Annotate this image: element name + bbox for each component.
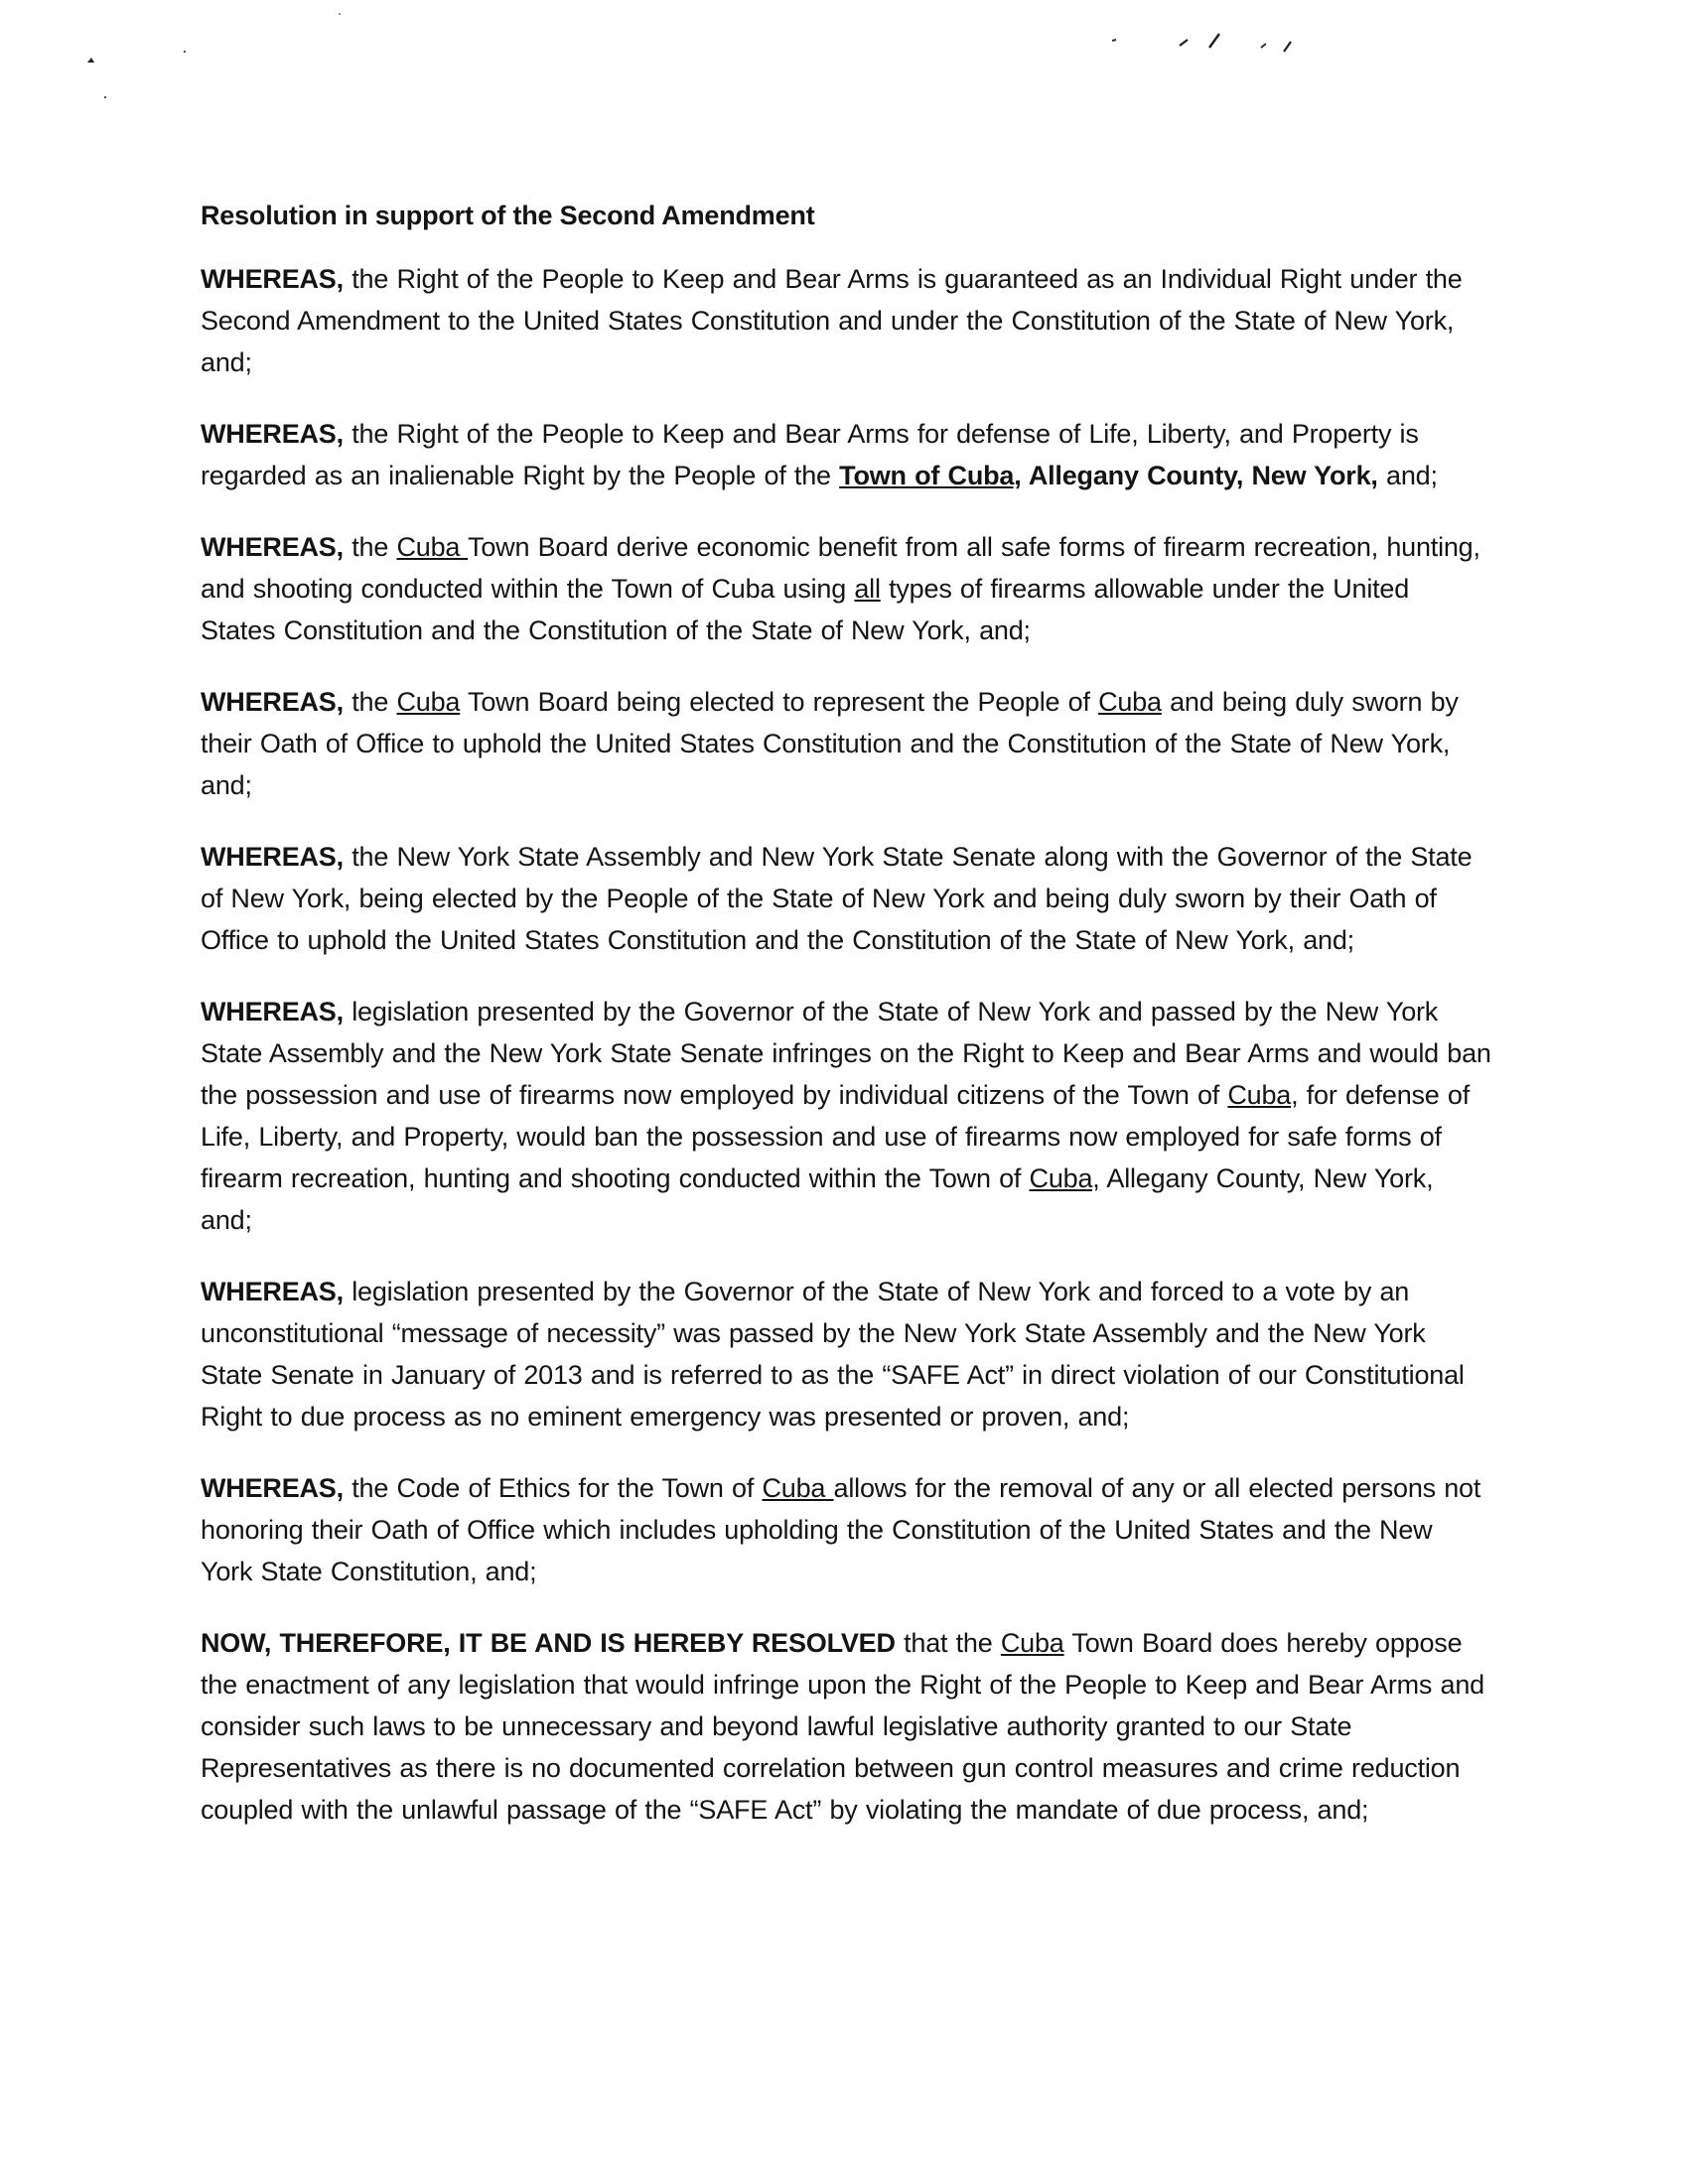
paragraph-lead: WHEREAS, — [201, 997, 344, 1026]
paragraph-text: allows for the removal of any or all elected persons not honoring their Oath of Office which includes upholding the Constitution of the United States and the New York State Constitution, and; — [201, 1473, 1481, 1586]
resolution-paragraph — [201, 836, 1491, 961]
underlined-text: Cuba — [396, 687, 461, 717]
paragraph-text: Town Board being elected to represent the People of — [460, 687, 1099, 717]
paragraph-text: the Right of the People to Keep and Bear Arms is guaranteed as an Individual Right under the Second Amendment to the United States Constitution and under the Constitution of the State of New York, and; — [201, 264, 1463, 377]
scan-speck — [1112, 40, 1116, 41]
resolution-paragraph — [201, 1271, 1491, 1437]
paragraph-text: the — [343, 532, 397, 562]
paragraph-text: types of firearms allowable under the United States Constitution and the Constitution of the State of New York, and; — [201, 574, 1410, 645]
paragraph-text: that the — [895, 1628, 1001, 1658]
paragraph-lead: WHEREAS, — [201, 842, 344, 872]
paragraph-text: legislation presented by the Governor of the State of New York and passed by the New York State Assembly and the New York State Senate infringes on the Right to Keep and Bear Arms and would ban the possession and use of firearms now employed by individual citizens of the Town of — [201, 997, 1491, 1110]
paragraph-text: the — [343, 687, 397, 717]
scan-speck — [1180, 40, 1188, 46]
resolution-paragraph — [201, 526, 1491, 651]
resolution-paragraph — [201, 258, 1491, 383]
resolution-paragraph — [201, 1467, 1491, 1592]
scan-speck — [1284, 42, 1291, 52]
paragraph-text: Town Board does hereby oppose the enactment of any legislation that would infringe upon the Right of the People to Keep and Bear Arms and consider such laws to be unnecessary and beyond lawful legislative authority granted to our State Representatives as there is no documented correlation between gun control measures and crime reduction coupled with the unlawful passage of the “SAFE Act” by violating the mandate of due process, and; — [201, 1628, 1484, 1825]
paragraph-lead: WHEREAS, — [201, 1473, 344, 1503]
underlined-text: all — [854, 574, 881, 604]
paragraph-lead: WHEREAS, — [201, 419, 344, 449]
paragraph-text: and; — [1377, 461, 1438, 490]
resolution-paragraph — [201, 681, 1491, 806]
paragraph-text: Town Board derive economic benefit from all safe forms of firearm recreation, hunting, and shooting conducted within the Town of Cuba using — [201, 532, 1480, 604]
underlined-text: Cuba — [762, 1473, 834, 1503]
scan-speck — [104, 96, 106, 98]
resolution-paragraph — [201, 413, 1491, 496]
scan-marks — [0, 0, 1688, 139]
paragraph-text: Allegany County, New York, — [1021, 461, 1378, 490]
underlined-text: Cuba — [396, 532, 469, 562]
resolution-paragraph — [201, 1622, 1491, 1831]
scan-speck — [339, 13, 341, 15]
resolution-paragraph — [201, 991, 1491, 1241]
paragraph-lead: NOW, THEREFORE, IT BE AND IS HEREBY RESOLVED — [201, 1628, 896, 1658]
scan-speck — [184, 51, 186, 53]
paragraph-lead: WHEREAS, — [201, 687, 344, 717]
underlined-text: Cuba — [1000, 1628, 1064, 1658]
resolution-document — [201, 195, 1491, 1860]
scan-speck — [87, 58, 94, 63]
underlined-text: Cuba — [1098, 687, 1162, 717]
scan-speck — [1209, 34, 1219, 48]
paragraph-lead: WHEREAS, — [201, 1277, 344, 1306]
paragraph-text: and being duly sworn by their Oath of Office to uphold the United States Constitution and the Constitution of the State of New York, and; — [201, 687, 1459, 800]
paragraph-lead: WHEREAS, — [201, 532, 344, 562]
underlined-text: Cuba, — [1029, 1163, 1100, 1193]
scan-speck — [1261, 44, 1266, 48]
paragraph-text: , for defense of Life, Liberty, and Property, would ban the possession and use of firearms now employed for safe forms of firearm recreation, hunting and shooting conducted within the Town of — [201, 1080, 1471, 1193]
document-title: Resolution in support of the Second Amendment — [201, 201, 815, 230]
paragraph-text: the New York State Assembly and New York State Senate along with the Governor of the State of New York, being elected by the People of the State of New York and being duly sworn by their Oath of Office to uphold the United States Constitution and the Constitution of the State of New York, and; — [201, 842, 1473, 955]
underlined-text: Town of Cuba, — [839, 461, 1022, 490]
underlined-text: Cuba — [1227, 1080, 1292, 1110]
paragraph-text: legislation presented by the Governor of the State of New York and forced to a vote by an unconstitutional “message of necessity” was passed by the New York State Assembly and the New York State Senate in January of 2013 and is referred to as the “SAFE Act” in direct violation of our Constitutional Right to due process as no eminent emergency was presented or proven, and; — [201, 1277, 1465, 1432]
paragraph-text: the Right of the People to Keep and Bear Arms for defense of Life, Liberty, and Property is regarded as an inalienable Right by the People of the — [201, 419, 1419, 490]
paragraph-text: Allegany County, New York, and; — [201, 1163, 1434, 1235]
paragraph-text: the Code of Ethics for the Town of — [343, 1473, 763, 1503]
paragraph-lead: WHEREAS, — [201, 264, 344, 294]
